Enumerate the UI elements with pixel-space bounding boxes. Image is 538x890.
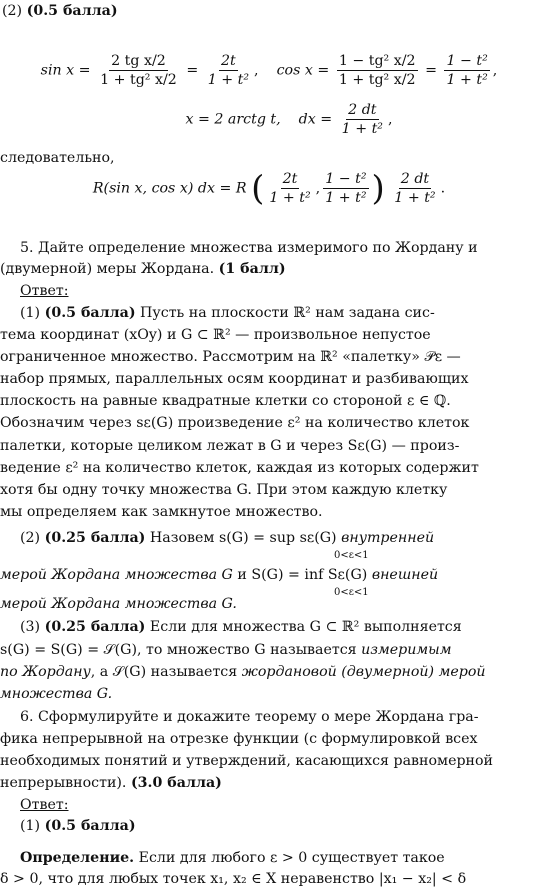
points-label: (0.25 балла) bbox=[44, 530, 146, 546]
points-label: (3.0 балла) bbox=[130, 775, 222, 791]
a5-1-line2: тема координат (xOy) и G ⊂ ℝ² — произвольное непустое bbox=[0, 327, 431, 343]
q6-line2: фика непрерывной на отрезке функции (с формулировкой всех bbox=[0, 731, 478, 747]
q6-line3: необходимых понятий и утверждений, касающихся равномерной bbox=[0, 753, 494, 769]
formula-sin-cos: sin x = $\frac{\text{2 tg x/2}}{\text{1 + tg² x/2}}$ = $\frac{2t}{\text{1 + t²}}$ , cos x = $\frac{\text{1 − tg² x/2}}{\text{1 + tg² x/2}}$ = $\frac{\text{1 − t²}}{\text{1 + t²}}$ , bbox=[40, 53, 498, 88]
fraction: $\frac{2 dt}{\text{1 + t²}}$ bbox=[341, 102, 383, 137]
points-label: (0.5 балла) bbox=[44, 305, 136, 321]
a5-1-line1: (1) (0.5 балла) Пусть на плоскости ℝ² нам задана сис- bbox=[20, 305, 435, 321]
definition-title: Определение. bbox=[20, 850, 135, 866]
a5-1-line8: ведение ε² на количество клеток, каждая из которых содержит bbox=[0, 460, 479, 476]
a5-1-line7: палетки, которые целиком лежат в G и через Sε(G) — произ- bbox=[0, 438, 460, 454]
a5-1-line5: плоскость на равные квадратные клетки со стороной ε ∈ ℚ. bbox=[0, 393, 451, 409]
answer-label: Ответ: bbox=[20, 797, 69, 813]
fraction: $\frac{\text{1 − t²}}{\text{1 + t²}}$ bbox=[325, 171, 367, 206]
a5-2-line3: мерой Жордана множества G. bbox=[0, 596, 237, 612]
definition-line1: Определение. Если для любого ε > 0 существует такое bbox=[20, 850, 445, 866]
a5-1-line3: ограниченное множество. Рассмотрим на ℝ² «палетку» 𝒫ε — bbox=[0, 349, 461, 365]
fraction: $\frac{2t}{\text{1 + t²}}$ bbox=[207, 53, 250, 88]
a5-3-line4: множества G. bbox=[0, 686, 113, 702]
therefore-text: следовательно, bbox=[0, 150, 115, 166]
q5-line2: (двумерной) меры Жордана. (1 балл) bbox=[0, 261, 286, 277]
q5-line1: 5. Дайте определение множества измеримого по Жордану и bbox=[20, 240, 478, 256]
a5-1-line9: хотя бы одну точку множества G. При этом каждую клетку bbox=[0, 482, 448, 498]
definition-line2: δ > 0, что для любых точек x₁, x₂ ∈ X неравенство |x₁ − x₂| < δ bbox=[0, 871, 467, 887]
item-label: (2) bbox=[2, 3, 23, 19]
a5-1-line4: набор прямых, параллельных осям координат и разбивающих bbox=[0, 371, 469, 387]
q6-line1: 6. Сформулируйте и докажите теорему о мере Жордана гра- bbox=[20, 709, 479, 725]
sup-subscript: 0<ε<1 bbox=[334, 550, 369, 561]
inf-subscript: 0<ε<1 bbox=[334, 587, 369, 598]
fraction: $\frac{\text{2 tg x/2}}{\text{1 + tg² x/2}}$ bbox=[100, 53, 177, 88]
fraction: $\frac{\text{1 − tg² x/2}}{\text{1 + tg² x/2}}$ bbox=[338, 53, 416, 88]
fraction: $\frac{2t}{\text{1 + t²}}$ bbox=[269, 171, 311, 206]
points-label: (1 балл) bbox=[218, 261, 286, 277]
a5-3-line3: по Жордану, а 𝒮(G) называется жордановой (двумерной) мерой bbox=[0, 664, 486, 680]
a5-2-line2: мерой Жордана множества G и S(G) = inf Sε(G) внешней bbox=[0, 567, 439, 583]
fraction: $\frac{\text{1 − t²}}{\text{1 + t²}}$ bbox=[446, 53, 488, 88]
a5-1-line10: мы определяем как замкнутое множество. bbox=[0, 504, 323, 520]
a5-1-line6: Обозначим через sε(G) произведение ε² на количество клеток bbox=[0, 415, 470, 431]
points-label: (0.25 балла) bbox=[44, 619, 146, 635]
answer-label: Ответ: bbox=[20, 283, 69, 299]
a5-3-line2: s(G) = S(G) = 𝒮(G), то множество G называется измеримым bbox=[0, 642, 452, 658]
item2-header bbox=[2, 1, 118, 21]
q6-line4: непрерывности). (3.0 балла) bbox=[0, 775, 222, 791]
fraction: $\frac{2 dt}{\text{1 + t²}}$ bbox=[394, 171, 436, 206]
formula-x-dx: x = 2 arctg t, dx = $\frac{2 dt}{\text{1 + t²}}$ , bbox=[185, 102, 393, 137]
a6-1-header: (1) (0.5 балла) bbox=[20, 818, 136, 834]
a5-2-line1: (2) (0.25 балла) Назовем s(G) = sup sε(G) внутренней bbox=[20, 530, 435, 546]
points-label: (0.5 балла) bbox=[44, 818, 136, 834]
a5-3-line1: (3) (0.25 балла) Если для множества G ⊂ ℝ² выполняется bbox=[20, 619, 462, 635]
points-label: (0.5 балла) bbox=[26, 3, 118, 19]
formula-R: R(sin x, cos x) dx = R ( $\frac{2t}{\text{1 + t²}}$ , $\frac{\text{1 − t²}}{\text{1 + t²}}$ ) $\frac{2 dt}{\text{1 + t²}}$ . bbox=[92, 168, 446, 209]
